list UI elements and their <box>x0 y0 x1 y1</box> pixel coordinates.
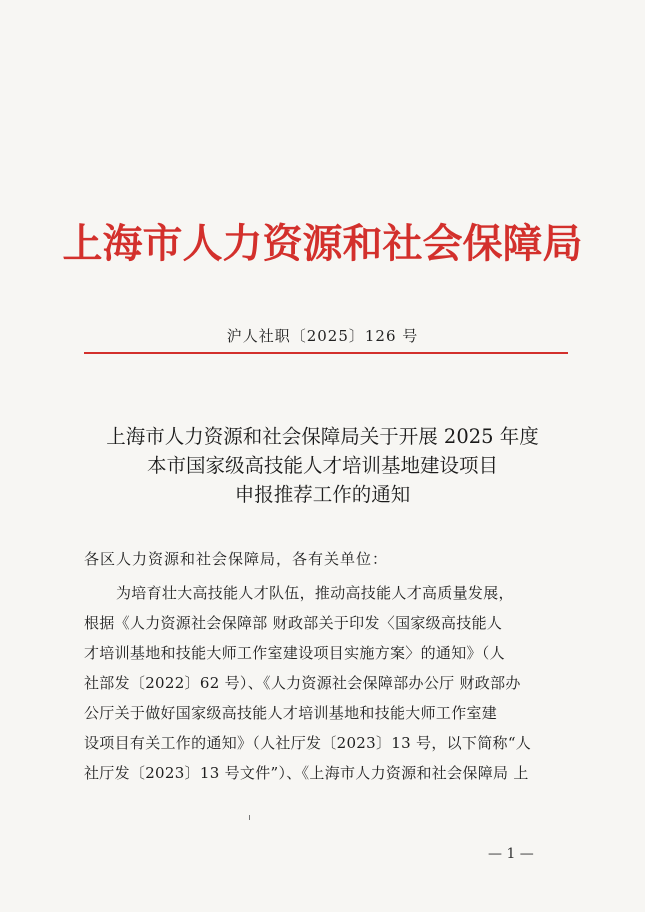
salutation: 各区人力资源和社会保障局，各有关单位： <box>84 550 389 568</box>
body-line: 社部发〔2022〕62 号）、《人力资源社会保障部办公厅 财政部办 <box>84 674 521 692</box>
title-line: 上海市人力资源和社会保障局关于开展 2025 年度 <box>106 425 539 448</box>
body-line: 根据《人力资源社会保障部 财政部关于印发〈国家级高技能人 <box>84 614 503 632</box>
title-line: 本市国家级高技能人才培训基地建设项目 <box>146 454 498 477</box>
page-number: — 1 — <box>488 846 534 862</box>
body-paragraph <box>84 578 568 788</box>
body-line: 社厅发〔2023〕13 号文件”）、《上海市人力资源和社会保障局 上 <box>84 764 529 782</box>
title-line: 申报推荐工作的通知 <box>234 483 411 506</box>
body-line: 为培育壮大高技能人才队伍，推动高技能人才高质量发展， <box>116 584 514 602</box>
scan-mark <box>249 815 250 820</box>
body-line: 才培训基地和技能大师工作室建设项目实施方案〉的通知》（人 <box>84 644 505 662</box>
document-title <box>0 422 645 509</box>
body-line: 公厅关于做好国家级高技能人才培训基地和技能大师工作室建 <box>84 704 498 722</box>
body-line: 设项目有关工作的通知》（人社厅发〔2023〕13 号，以下简称“人 <box>84 734 532 752</box>
red-divider-line <box>84 352 568 354</box>
document-number: 沪人社职〔2025〕126 号 <box>226 327 419 345</box>
issuing-organization-header: 上海市人力资源和社会保障局 <box>62 220 583 267</box>
